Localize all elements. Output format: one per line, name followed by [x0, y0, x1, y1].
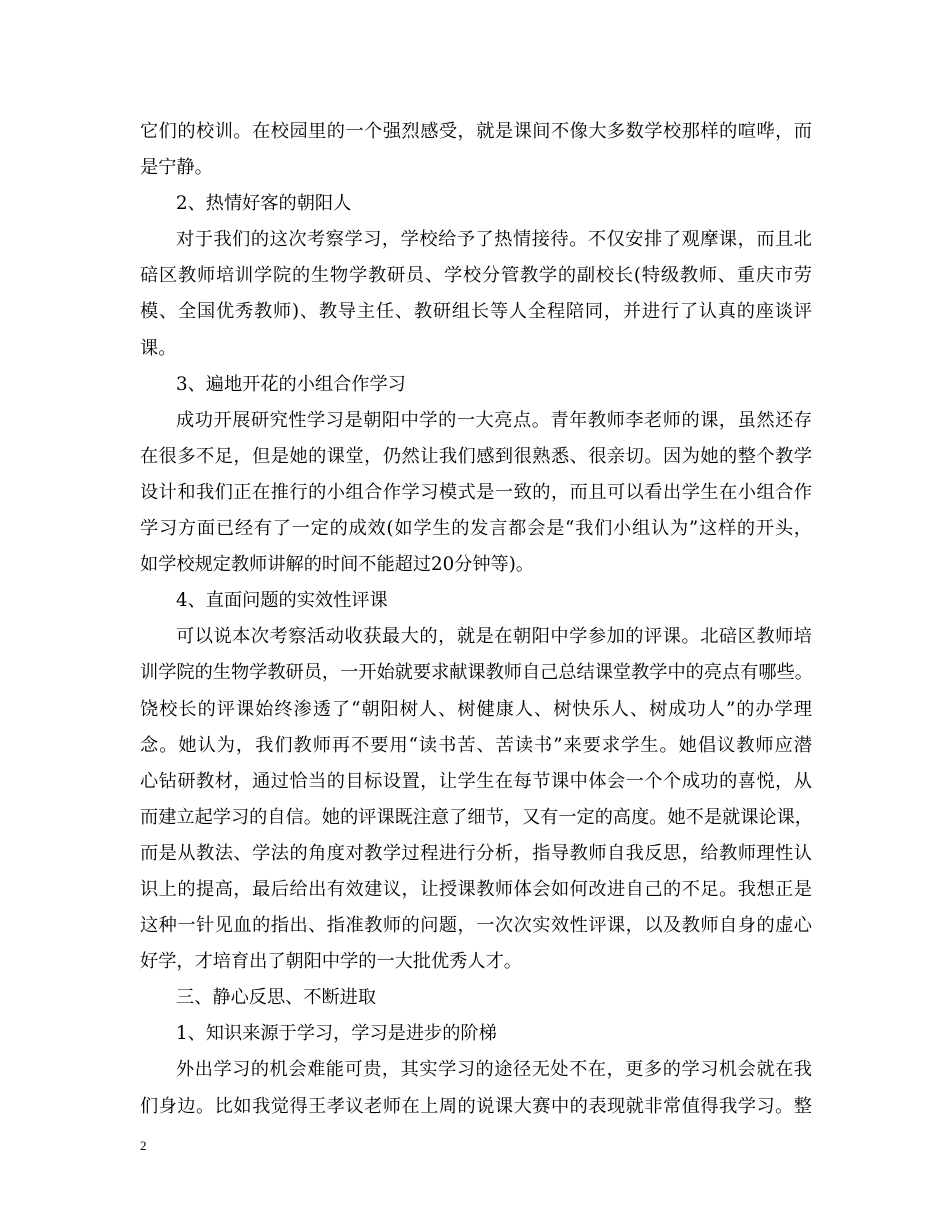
page-number: 2 — [140, 1138, 147, 1153]
text-line: 如学校规定教师讲解的时间不能超过20分钟等)。 — [140, 554, 534, 576]
text-line: 念。她认为，我们教师再不要用“读书苦、苦读书”来要求学生。她倡议教师应潜 — [140, 734, 812, 756]
text-line: 心钻研教材，通过恰当的目标设置，让学生在每节课中体会一个个成功的喜悦，从 — [140, 770, 812, 792]
text-line: 而是从教法、学法的角度对教学过程进行分析，指导教师自我反思，给教师理性认 — [140, 842, 812, 864]
text-line: 模、全国优秀教师)、教导主任、教研组长等人全程陪同，并进行了认真的座谈评 — [140, 301, 812, 323]
text-line: 成功开展研究性学习是朝阳中学的一大亮点。青年教师李老师的课，虽然还存 — [176, 409, 812, 431]
text-line: 对于我们的这次考察学习，学校给予了热情接待。不仅安排了观摩课，而且北 — [176, 229, 812, 251]
text-line: 4、直面问题的实效性评课 — [176, 590, 388, 612]
text-line: 在很多不足，但是她的课堂，仍然让我们感到很熟悉、很亲切。因为她的整个教学 — [140, 445, 812, 467]
text-line: 它们的校训。在校园里的一个强烈感受，就是课间不像大多数学校那样的喧哗，而 — [140, 121, 812, 142]
document-body — [140, 114, 812, 1125]
text-line: 碚区教师培训学院的生物学教研员、学校分管教学的副校长(特级教师、重庆市劳 — [140, 265, 812, 287]
text-line: 可以说本次考察活动收获最大的，就是在朝阳中学参加的评课。北碚区教师培 — [176, 626, 812, 648]
text-line: 而建立起学习的自信。她的评课既注意了细节，又有一定的高度。她不是就课论课， — [140, 806, 813, 828]
text-line: 2、热情好客的朝阳人 — [176, 193, 352, 215]
text-line: 好学，才培育出了朝阳中学的一大批优秀人才。 — [140, 951, 522, 973]
text-line: 这种一针见血的指出、指准教师的问题，一次次实效性评课，以及教师自身的虚心 — [140, 915, 812, 937]
text-line: 1、知识来源于学习，学习是进步的阶梯 — [176, 1023, 497, 1045]
text-line: 3、遍地开花的小组合作学习 — [176, 373, 406, 395]
text-line: 们身边。比如我觉得王孝议老师在上周的说课大赛中的表现就非常值得我学习。整 — [140, 1095, 812, 1117]
text-line: 设计和我们正在推行的小组合作学习模式是一致的，而且可以看出学生在小组合作 — [140, 481, 812, 503]
text-line: 训学院的生物学教研员，一开始就要求献课教师自己总结课堂教学中的亮点有哪些。 — [140, 662, 813, 684]
text-line: 外出学习的机会难能可贵，其实学习的途径无处不在，更多的学习机会就在我 — [176, 1059, 812, 1081]
text-line: 饶校长的评课始终渗透了“朝阳树人、树健康人、树快乐人、树成功人”的办学理 — [140, 698, 812, 720]
text-line: 课。 — [140, 337, 177, 359]
text-line: 识上的提高，最后给出有效建议，让授课教师体会如何改进自己的不足。我想正是 — [140, 878, 812, 900]
text-line: 是宁静。 — [140, 157, 213, 179]
text-line: 学习方面已经有了一定的成效(如学生的发言都会是“我们小组认为”这样的开头， — [140, 518, 812, 540]
text-line: 三、静心反思、不断进取 — [176, 987, 377, 1009]
